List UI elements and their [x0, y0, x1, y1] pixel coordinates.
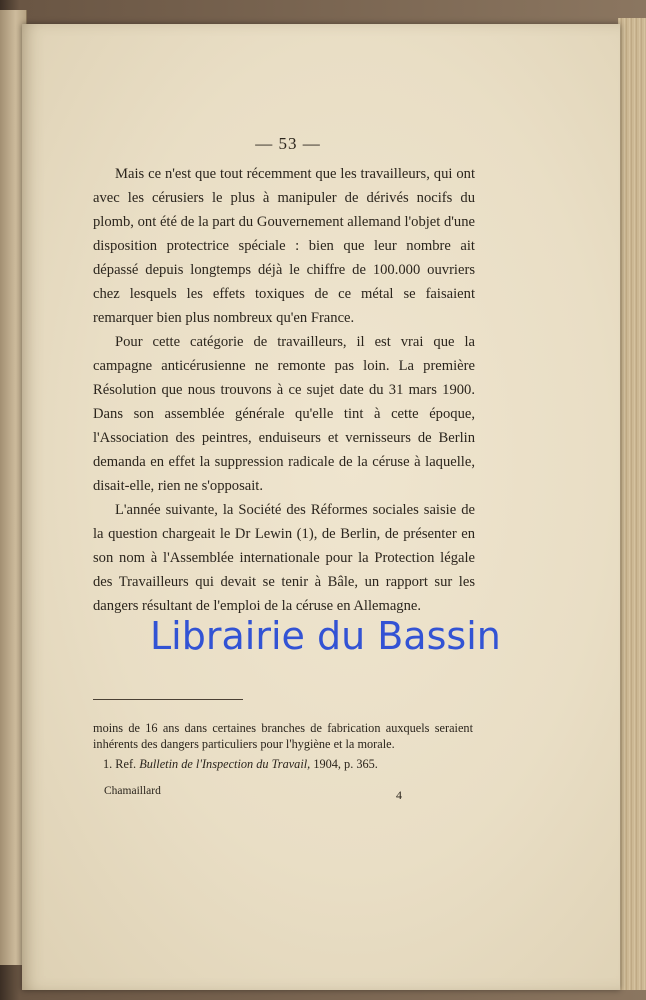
footnotes — [93, 720, 473, 772]
watermark: Librairie du Bassin — [150, 614, 501, 658]
body-text — [93, 162, 475, 618]
page-stack-edge — [618, 18, 646, 990]
page-number: — 53 — — [255, 134, 321, 153]
footnote-marker: 1. Ref. — [103, 757, 137, 771]
paragraph-2: Pour cette catégorie de travailleurs, il est vrai que la campagne anticérusienne ne remonte pas loin. La première Résolution que nous trouvons à ce sujet date du 31 mars 1900. Dans son assemblée générale qu'elle tint à cette époque, l'Association des peintres, enduiseurs et vernisseurs de Berlin demanda en effet la suppression radicale de la céruse à laquelle, disait-elle, rien ne s'opposait. — [93, 334, 475, 494]
footnote-1 — [93, 756, 473, 772]
footnote-rest: 1904, p. 365. — [313, 757, 378, 771]
signature-number: 4 — [396, 788, 402, 802]
paragraph-1: Mais ce n'est que tout récemment que les travailleurs, qui ont avec les cérusiers le plus à manipuler de dérivés nocifs du plomb, ont été de la part du Gouvernement allemand l'objet d'une disposition protectrice spéciale : bien que leur nombre ait dépassé depuis longtemps déjà le chiffre de 100.000 ouvriers chez lesquels les effets toxiques de ce métal se faisaient remarquer bien plus nombreux qu'en France. — [93, 166, 475, 326]
footnote-title: Bulletin de l'Inspection du Travail, — [139, 757, 311, 771]
paragraph-3: L'année suivante, la Société des Réformes sociales saisie de la question chargeait le Dr Lewin (1), de Berlin, de présenter en son nom à l'Assemblée internationale pour la Protection légale des Travailleurs qui devait se tenir à Bâle, un rapport sur les dangers résultant de l'emploi de la céruse en Allemagne. — [93, 502, 475, 614]
footnote-rule — [93, 699, 243, 700]
footnote-continuation: moins de 16 ans dans certaines branches de fabrication auxquels seraient inhérents des dangers particuliers pour l'hygiène et la morale. — [93, 721, 473, 751]
signature-mark: Chamaillard — [104, 785, 161, 797]
